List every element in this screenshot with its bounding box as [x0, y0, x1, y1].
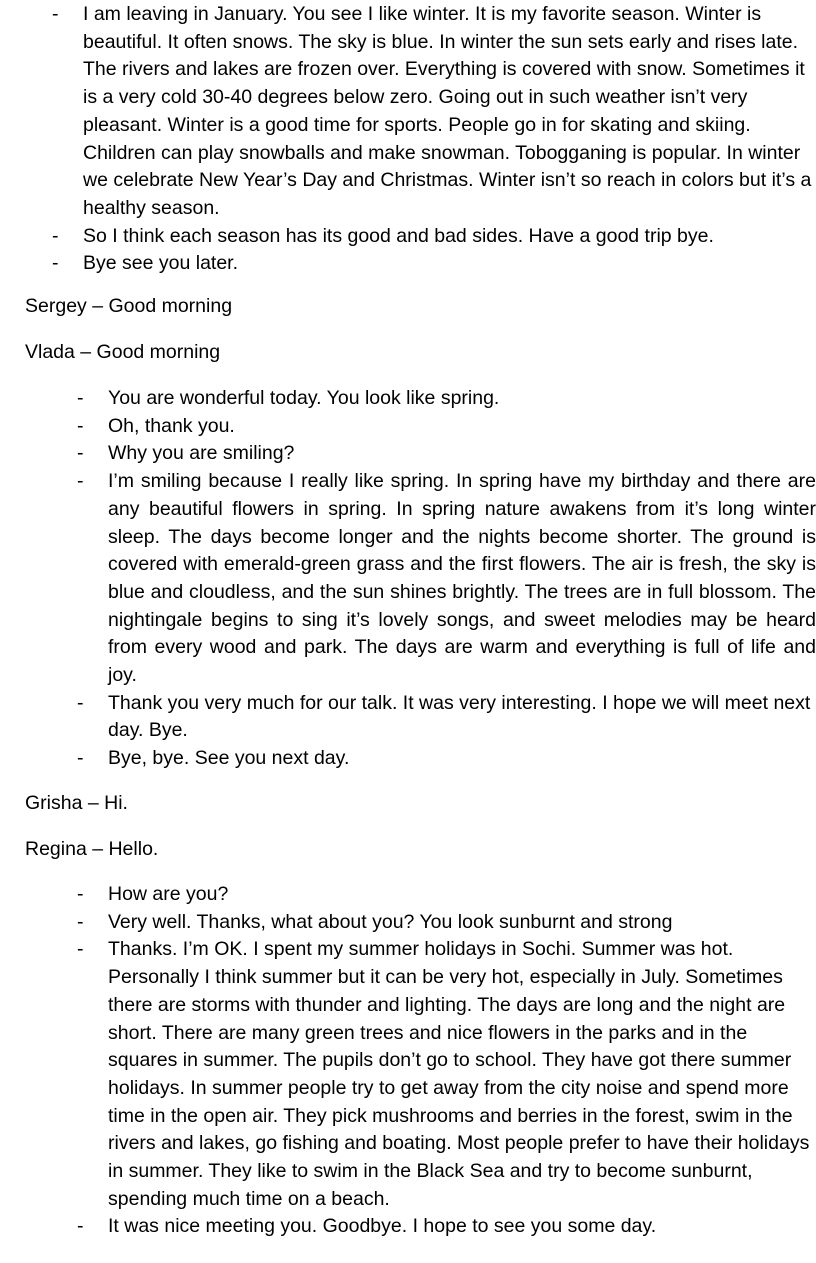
dialogue-list-summer [0, 881, 816, 1241]
list-item-text: Why you are smiling? [108, 442, 295, 465]
list-item-text: Very well. Thanks, what about you? You look sunburnt and strong [108, 910, 673, 933]
list-item-text: Oh, thank you. [108, 414, 235, 437]
dash-bullet: - [77, 910, 84, 933]
list-item [0, 1213, 816, 1241]
list-item [0, 690, 816, 745]
list-item-text: So I think each season has its good and bad sides. Have a good trip bye. [83, 224, 714, 247]
list-item-text: I’m smiling because I really like spring. In spring have my birthday and there are any beautiful flowers in spring. In spring nature awakens from it’s long winter sleep. The days become longer and the nights become shorter. The ground is covered with emerald-green grass and the first flowers. The air is fresh, the sky is blue and cloudless, and the sun shines brightly. The trees are in full blossom. The nightingale begins to sing it’s lovely songs, and sweet melodies may be heard from every wood and park. The days are warm and everything is full of life and joy. [108, 470, 816, 687]
list-item-text: Thank you very much for our talk. It was very interesting. I hope we will meet next day. Bye. [108, 691, 811, 742]
dialogue-list-winter [0, 1, 816, 278]
dash-bullet: - [52, 224, 59, 247]
dash-bullet: - [77, 691, 84, 714]
dash-bullet: - [77, 414, 84, 437]
dash-bullet: - [52, 252, 59, 275]
dialogue-list-spring [0, 385, 816, 773]
dash-bullet: - [77, 883, 84, 905]
list-item [0, 440, 816, 468]
list-item [0, 745, 816, 773]
list-item-text: Bye see you later. [83, 252, 239, 275]
dash-bullet: - [77, 442, 84, 465]
dash-bullet: - [77, 387, 84, 409]
list-item [0, 936, 812, 1213]
list-item-text: Bye, bye. See you next day. [108, 747, 350, 770]
dash-bullet: - [77, 747, 84, 770]
dash-bullet: - [77, 938, 84, 961]
list-item-text: It was nice meeting you. Goodbye. I hope to see you some day. [108, 1215, 657, 1238]
speaker-line: Grisha – Hi. [25, 792, 128, 814]
list-item [0, 385, 816, 413]
list-item [0, 413, 816, 441]
list-item [0, 909, 816, 937]
list-item [0, 1, 816, 223]
dash-bullet: - [77, 470, 84, 493]
speaker-line: Sergey – Good morning [25, 295, 233, 317]
speaker-line: Vlada – Good morning [25, 341, 221, 363]
list-item [0, 468, 816, 690]
list-item [0, 250, 816, 278]
speaker-line: Regina – Hello. [25, 838, 159, 860]
list-item-text: Thanks. I’m OK. I spent my summer holidays in Sochi. Summer was hot. Personally I think summer but it can be very hot, especially in July. Sometimes there are storms with thunder and lighting. The days are long and the night are short. There are many green trees and nice flowers in the parks and in the squares in summer. The pupils don’t go to school. They have got there summer holidays. In summer people try to get away from the city noise and spend more time in the open air. They pick mushrooms and berries in the forest, swim in the rivers and lakes, go fishing and boating. Most people prefer to have their holidays in summer. They like to swim in the Black Sea and try to become sunburnt, spending much time on a beach. [108, 938, 810, 1210]
dash-bullet: - [77, 1215, 84, 1238]
list-item [0, 223, 816, 251]
list-item-text: You are wonderful today. You look like spring. [108, 387, 500, 409]
list-item-text: How are you? [108, 883, 229, 905]
list-item [0, 881, 816, 909]
dash-bullet: - [52, 3, 59, 25]
list-item-text: I am leaving in January. You see I like winter. It is my favorite season. Winter is beautiful. It often snows. The sky is blue. In winter the sun sets early and rises late. The rivers and lakes are frozen over. Everything is covered with snow. Sometimes it is a very cold 30-40 degrees below zero. Going out in such weather isn’t very pleasant. Winter is a good time for sports. People go in for skating and skiing. Children can play snowballs and make snowman. Tobogganing is popular. In winter we celebrate New Year’s Day and Christmas. Winter isn’t so reach in colors but it’s a healthy season. [83, 3, 812, 219]
